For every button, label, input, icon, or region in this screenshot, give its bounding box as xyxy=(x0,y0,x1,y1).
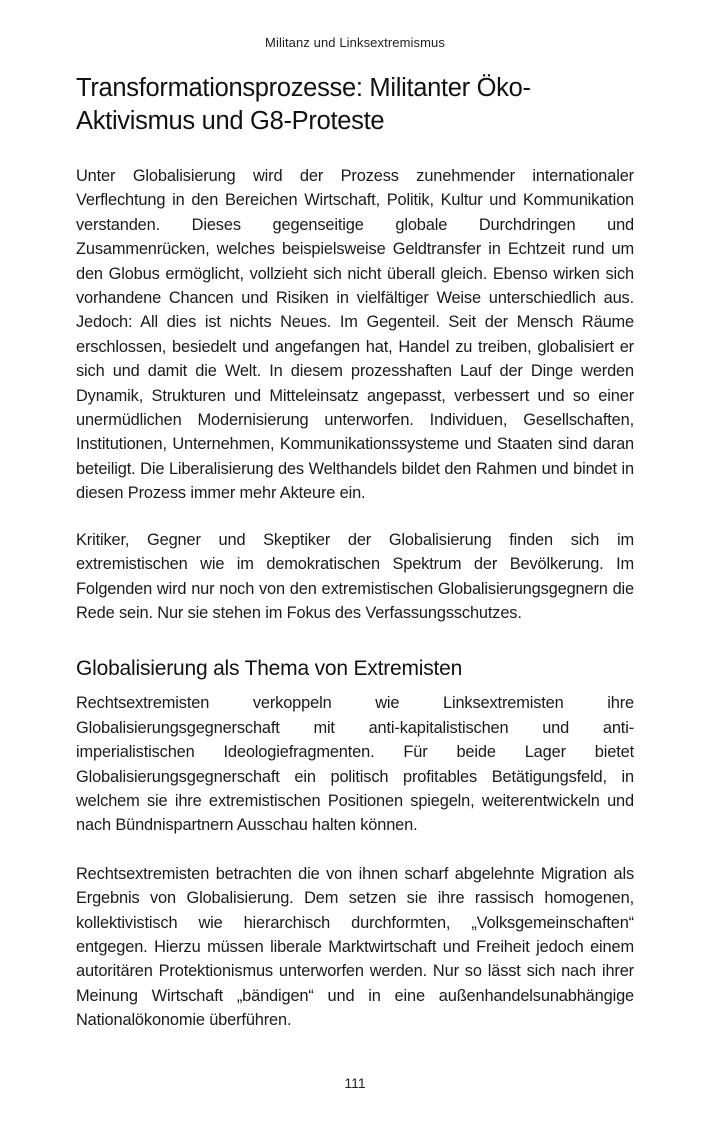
section-heading: Globalisierung als Thema von Extremisten xyxy=(76,657,463,681)
section-paragraph-1: Rechtsextremisten verkoppeln wie Linksextremisten ihre Globalisierungsgegnerschaft mit anti-kapitalistischen und anti-imperialistischen Ideologiefragmenten. Für beide Lager bietet Globalisierungsgegnerschaft ein politisch profitables Betätigungsfeld, in welchem sie ihre extremistischen Positionen spiegeln, weiterentwickeln und nach Bündnispartnern Ausschau halten können. xyxy=(76,694,634,835)
running-header: Militanz und Linksextremismus xyxy=(265,35,445,50)
article-paragraph-2: Kritiker, Gegner und Skeptiker der Globalisierung finden sich im extremistischen wie im demokratischen Spektrum der Bevölkerung. Im Folgenden wird nur noch von den extremistischen Globalisierungsgegnern die Rede sein. Nur sie stehen im Fokus des Verfassungsschutzes. xyxy=(76,530,634,622)
page-content xyxy=(76,72,634,1033)
page-number: 111 xyxy=(344,1075,366,1091)
article-paragraph-1: Unter Globalisierung wird der Prozess zunehmender internationaler Verflechtung in den Bereichen Wirtschaft, Politik, Kultur und Kommunikation verstanden. Dieses gegenseitige globale Durchdringen und Zusammenrücken, welches beispielsweise Geldtransfer in Echtzeit rund um den Globus ermöglicht, vollzieht sich nicht überall gleich. Ebenso wirken sich vorhandene Chancen und Risiken in vielfältiger Weise unterschiedlich aus. Jedoch: All dies ist nichts Neues. Im Gegenteil. Seit der Mensch Räume erschlossen, besiedelt und angefangen hat, Handel zu treiben, globalisiert er sich und damit die Welt. In diesem prozesshaften Lauf der Dinge werden Dynamik, Strukturen und Mitteleinsatz angepasst, verbessert und so einer unermüdlichen Modernisierung unterworfen. Individuen, Gesellschaften, Institutionen, Unternehmen, Kommunikationssysteme und Staaten sind daran beteiligt. Die Liberalisierung des Welthandels bildet den Rahmen und bindet in diesen Prozess immer mehr Akteure ein. xyxy=(76,167,634,503)
article-title: Transformationsprozesse: Militanter Öko-Aktivismus und G8-Proteste xyxy=(76,74,531,135)
section-paragraph-2: Rechtsextremisten betrachten die von ihnen scharf abgelehnte Migration als Ergebnis von Globalisierung. Dem setzen sie ihre rassisch homogenen, kollektivistisch wie hierarchisch durchformten, „Volksgemeinschaften“ entgegen. Hierzu müssen liberale Marktwirtschaft und Freiheit jedoch einem autoritären Protektionismus unterworfen werden. Nur so lässt sich nach ihrer Meinung Wirtschaft „bändigen“ und in eine außenhandelsunabhängige Nationalökonomie überführen. xyxy=(76,864,634,1030)
